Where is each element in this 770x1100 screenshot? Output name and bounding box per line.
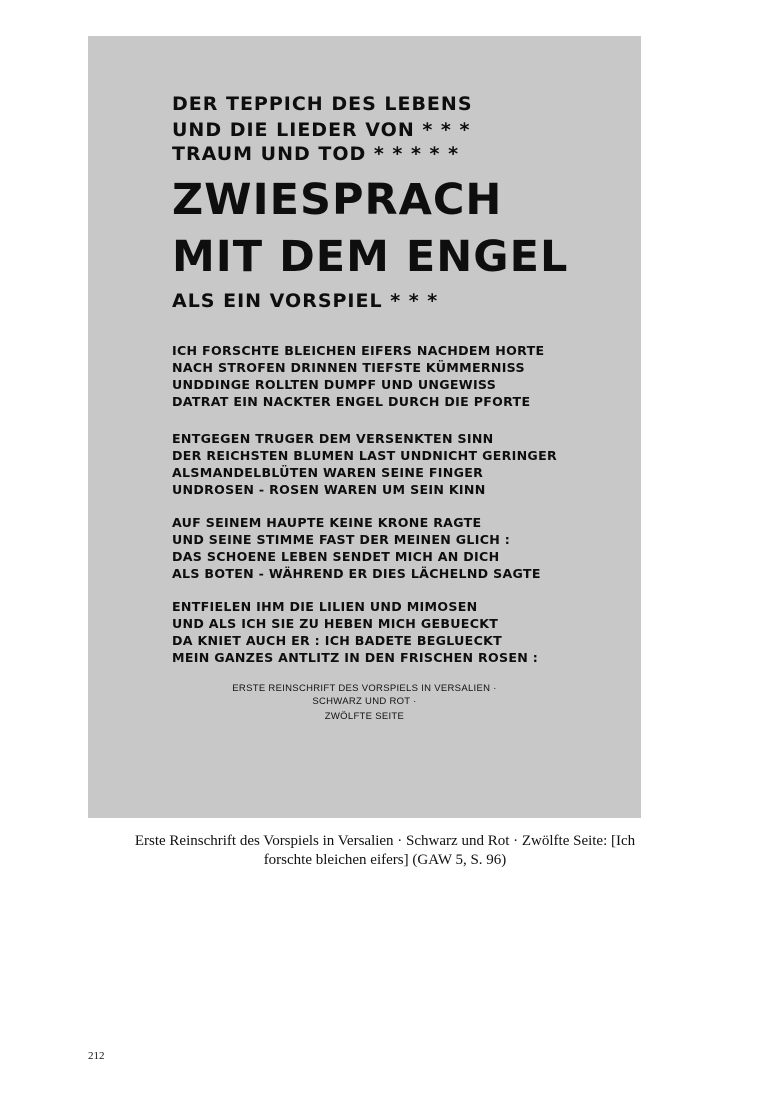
stanza-4 — [172, 598, 538, 666]
plate-caption-line-2: SCHWARZ UND ROT · — [312, 696, 417, 707]
title-line-1: ZWIESPRACH — [172, 175, 503, 225]
stanza-line: ICH FORSCHTE BLEICHEN EIFERS NACHDEM HORTE — [172, 343, 545, 358]
heading-line-3: TRAUM UND TOD * * * * * — [172, 143, 460, 165]
stanza-line: AUF SEINEM HAUPTE KEINE KRONE RAGTE — [172, 515, 482, 530]
figure-caption-line-1: Erste Reinschrift des Vorspiels in Versalien · Schwarz und Rot · Zwölfte Seite: [Ich — [134, 833, 636, 849]
stanza-line: NACH STROFEN DRINNEN TIEFSTE KÜMMERNISS — [172, 360, 525, 375]
figure-caption-line-2: forschte bleichen eifers] (GAW 5, S. 96) — [263, 852, 507, 868]
title-line-2: MIT DEM ENGEL — [172, 232, 569, 282]
stanza-3 — [172, 514, 541, 582]
stanza-line: MEIN GANZES ANTLITZ IN DEN FRISCHEN ROSEN : — [172, 650, 539, 665]
heading-line-2: UND DIE LIEDER VON * * * — [172, 119, 471, 141]
stanza-line: ENTGEGEN TRUGER DEM VERSENKTEN SINN — [172, 431, 494, 446]
stanza-line: UNDROSEN - ROSEN WAREN UM SEIN KINN — [172, 482, 486, 497]
stanza-line: DER REICHSTEN BLUMEN LAST UNDNICHT GERINGER — [172, 448, 557, 463]
plate-caption-line-3: ZWÖLFTE SEITE — [324, 711, 405, 722]
stanza-line: DA KNIET AUCH ER : ICH BADETE BEGLUECKT — [172, 633, 503, 648]
plate-caption-line-1: ERSTE REINSCHRIFT DES VORSPIELS IN VERSALIEN · — [232, 683, 497, 694]
stanza-line: DAS SCHOENE LEBEN SENDET MICH AN DICH — [172, 549, 500, 564]
stanza-1 — [172, 342, 544, 410]
heading-line-1: DER TEPPICH DES LEBENS — [172, 93, 473, 115]
stanza-line: UND SEINE STIMME FAST DER MEINEN GLICH : — [172, 532, 511, 547]
stanza-line: ENTFIELEN IHM DIE LILIEN UND MIMOSEN — [172, 599, 478, 614]
facsimile-plate — [88, 36, 641, 818]
stanza-2 — [172, 430, 557, 498]
figure-caption — [80, 832, 690, 870]
page-number: 212 — [88, 1050, 105, 1062]
stanza-line: ALSMANDELBLÜTEN WAREN SEINE FINGER — [172, 465, 484, 480]
subtitle: ALS EIN VORSPIEL * * * — [172, 290, 439, 312]
stanza-line: UNDDINGE ROLLTEN DUMPF UND UNGEWISS — [172, 377, 497, 392]
stanza-line: ALS BOTEN - WÄHREND ER DIES LÄCHELND SAGTE — [172, 566, 541, 581]
stanza-line: DATRAT EIN NACKTER ENGEL DURCH DIE PFORTE — [172, 394, 531, 409]
stanza-line: UND ALS ICH SIE ZU HEBEN MICH GEBUECKT — [172, 616, 499, 631]
